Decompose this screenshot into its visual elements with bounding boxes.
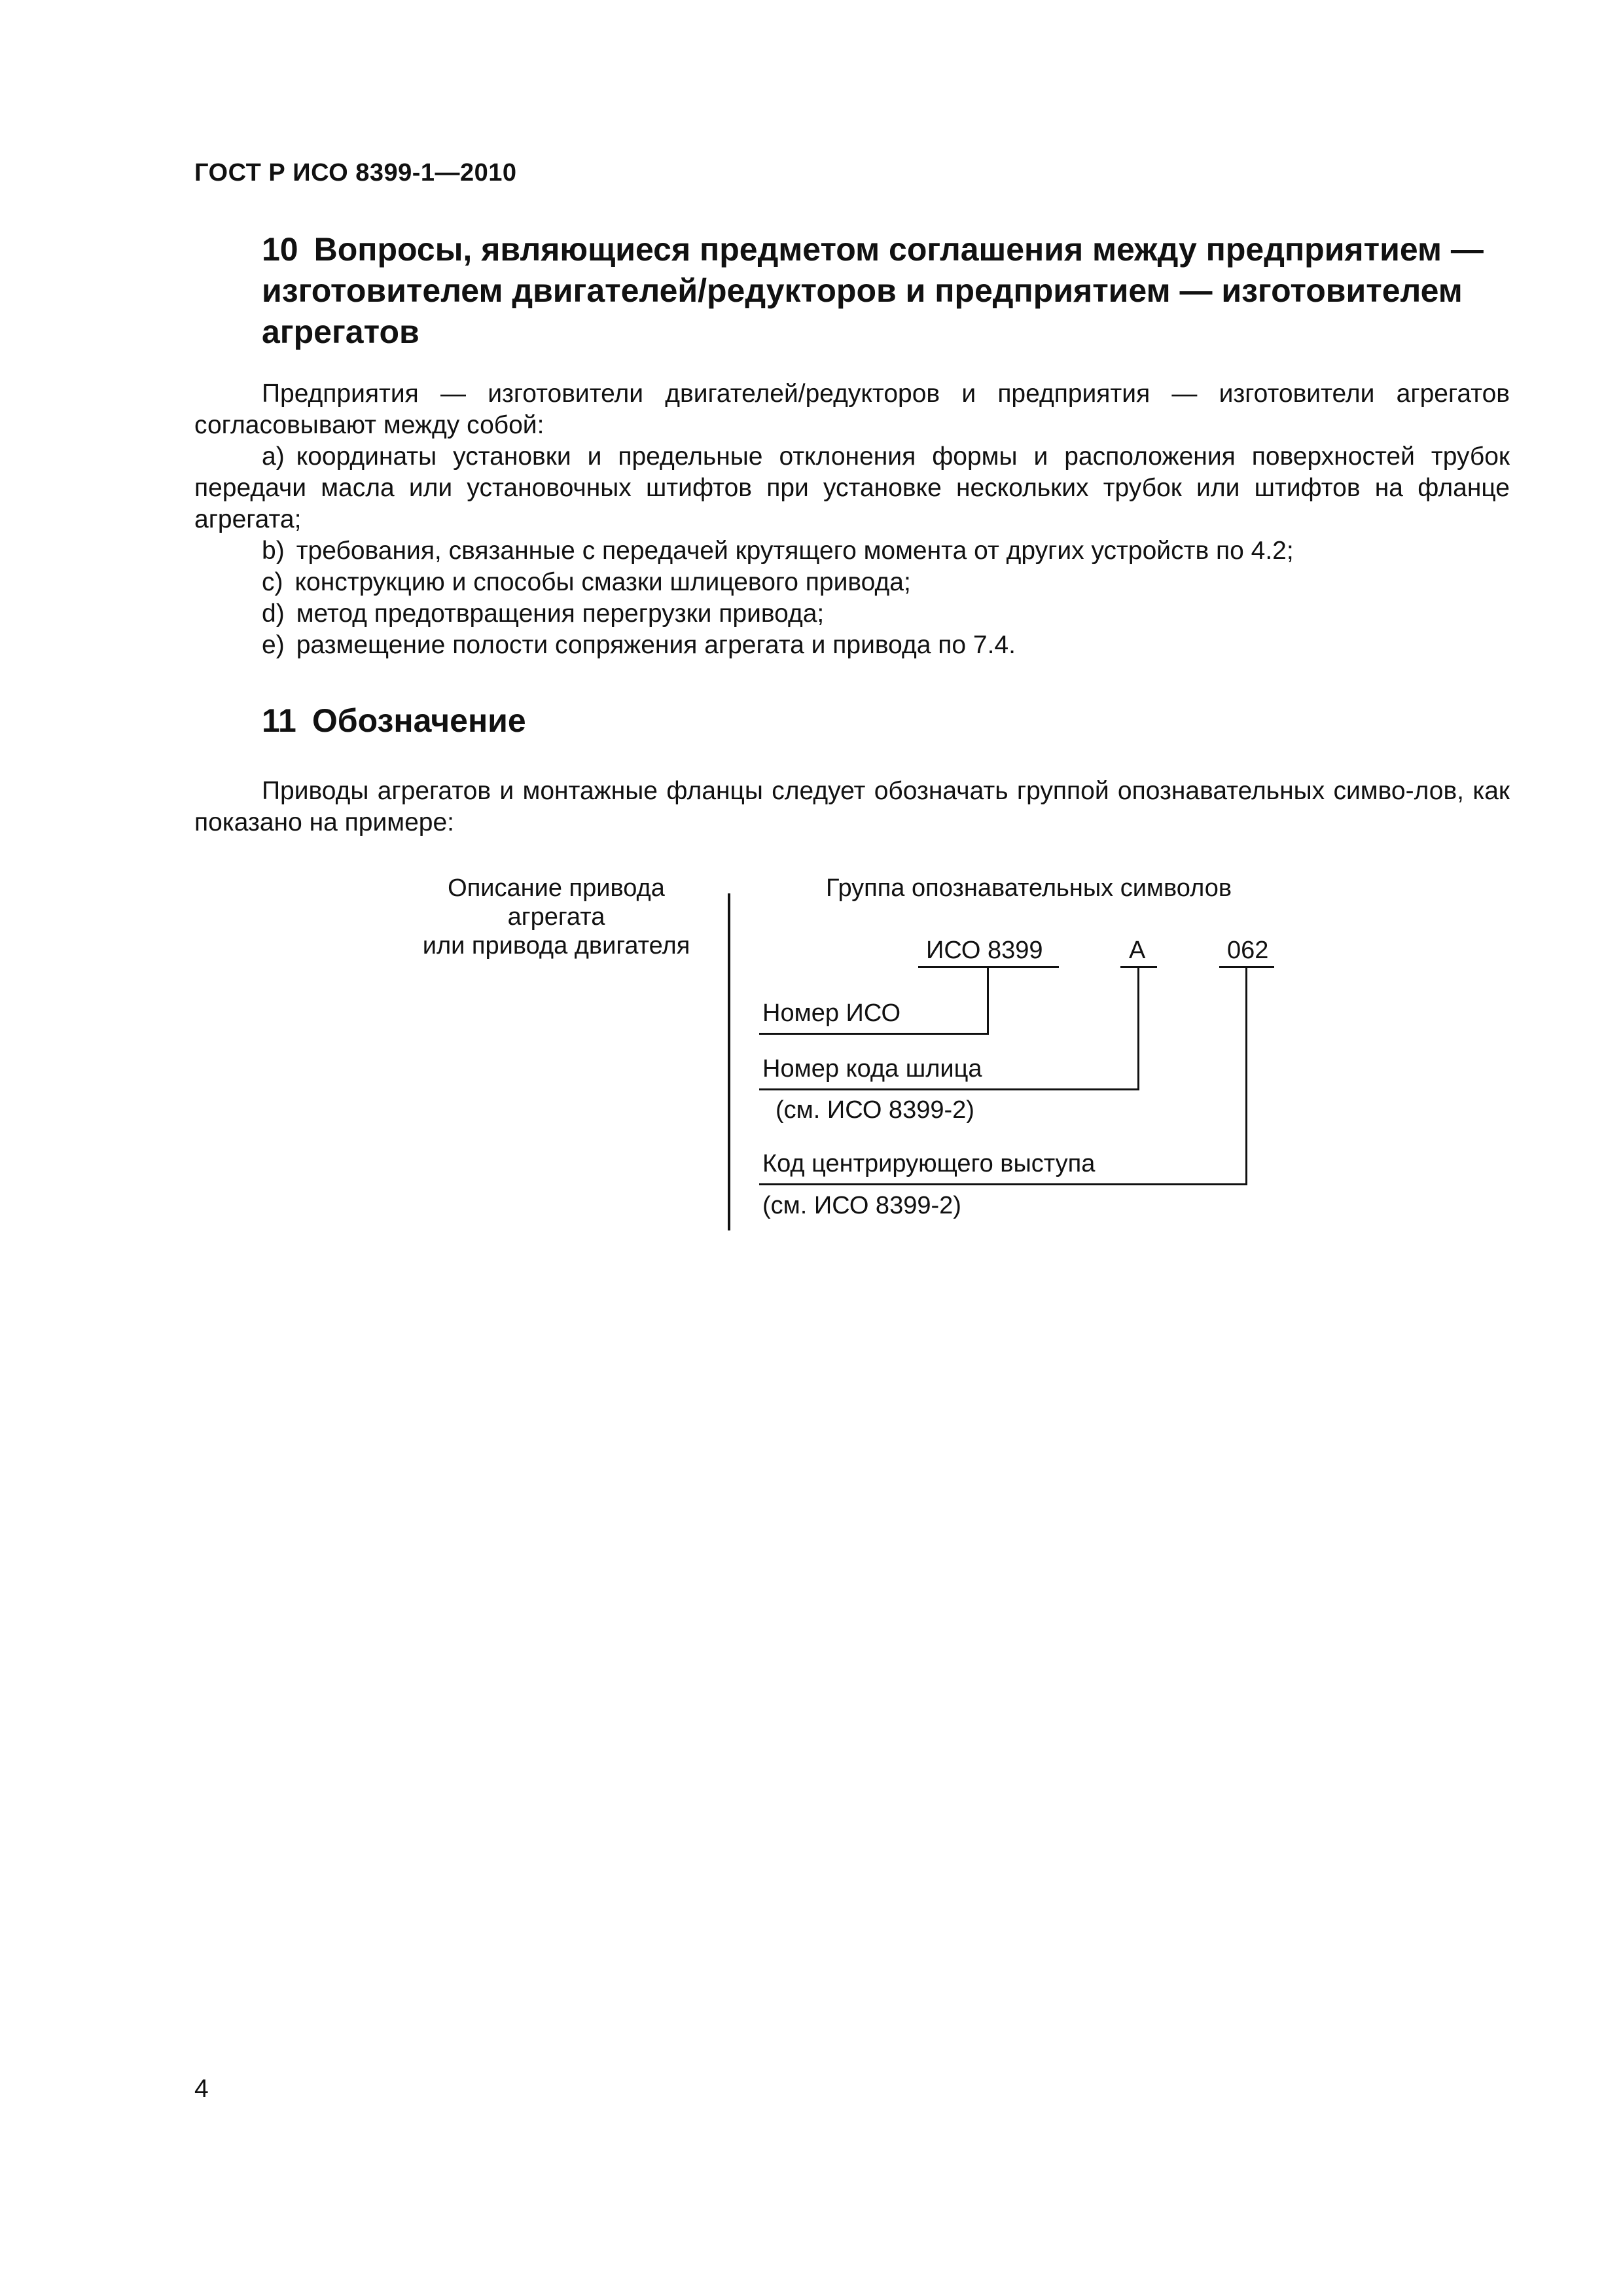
pilot-leader-line (1245, 967, 1247, 1185)
section-11-body (194, 776, 1510, 838)
diagram-divider (728, 893, 730, 1230)
section-11-number: 11 (262, 702, 296, 739)
section-10-number: 10 (262, 231, 298, 268)
section-11-heading (262, 700, 526, 742)
symbol-group-title: Группа опознавательных символов (826, 874, 1232, 902)
section-10-body (194, 378, 1510, 661)
section-10-title-line: 10 Вопросы, являющиеся предметом соглашения между предприятием — (262, 231, 1484, 268)
pilot-code-label: Код центрирующего выступа (762, 1150, 1096, 1177)
spline-label-line (759, 1088, 1139, 1090)
pilot-code-reference: (см. ИСО 8399-2) (762, 1192, 961, 1219)
pilot-label-line (759, 1183, 1247, 1185)
page-number: 4 (194, 2075, 209, 2103)
spline-code-label: Номер кода шлица (762, 1055, 982, 1083)
list-item: а) координаты установки и предельные отклонения формы и расположения поверхностей трубок передачи масла или установочных штифтов при установке нескольких трубок или штифтов на фланце агрегата; (194, 442, 1510, 533)
list-item: с) конструкцию и способы смазки шлицевого привода; (262, 568, 911, 596)
list-item: b) требования, связанные с передачей крутящего момента от других устройств по 4.2; (262, 537, 1294, 565)
section-10-intro: Предприятия — изготовители двигателей/редукторов и предприятия — изготовители агрегатов согласовывают между собой: (194, 380, 1510, 439)
iso-label-line (759, 1033, 989, 1035)
spline-code-reference: (см. ИСО 8399-2) (776, 1096, 974, 1124)
code-iso-number: ИСО 8399 (926, 937, 1043, 964)
iso-number-label: Номер ИСО (762, 999, 901, 1027)
code-spline: А (1129, 937, 1146, 964)
section-11-title: Обозначение (312, 702, 526, 739)
section-10-title-line: изготовителем двигателей/редукторов и предприятием — изготовителем (262, 272, 1463, 309)
spline-leader-line (1137, 967, 1139, 1090)
iso-leader-line (987, 967, 989, 1034)
code-pilot: 062 (1227, 937, 1269, 964)
section-10-title-line: агрегатов (262, 314, 419, 350)
drive-description-label: Описание привода агрегата или привода двигателя (422, 874, 690, 960)
section-10-heading (262, 229, 1505, 353)
list-item: d) метод предотвращения перегрузки привода; (262, 600, 825, 628)
section-11-intro: Приводы агрегатов и монтажные фланцы следует обозначать группой опознавательных симво-лов, как показано на примере: (194, 777, 1510, 836)
document-header: ГОСТ Р ИСО 8399-1—2010 (194, 159, 517, 187)
list-item: е) размещение полости сопряжения агрегата и привода по 7.4. (262, 631, 1016, 659)
